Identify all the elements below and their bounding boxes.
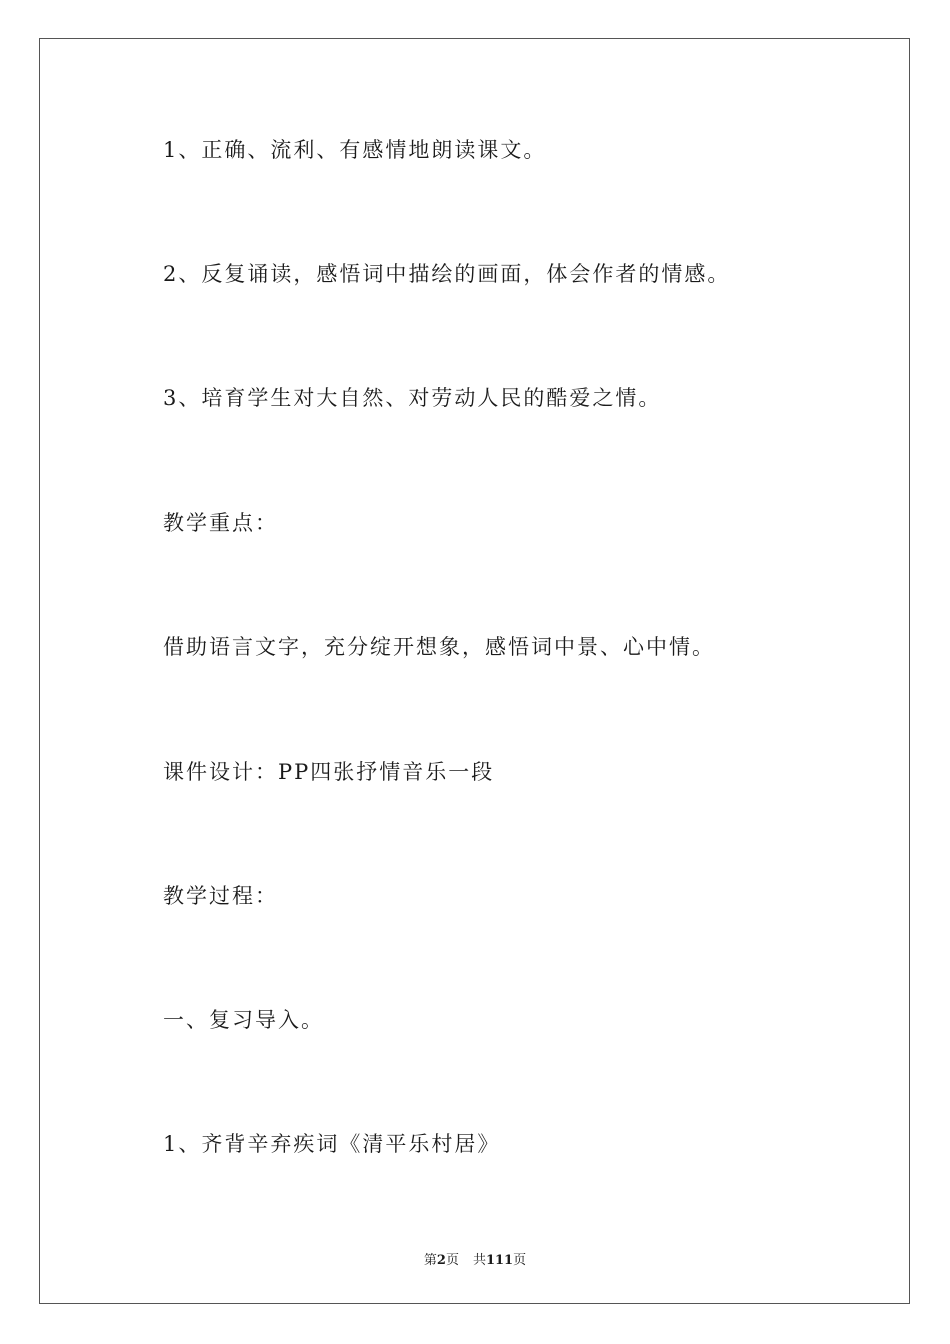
footer-total-suffix: 页 (513, 1253, 527, 1268)
footer-page-suffix: 页 (445, 1253, 459, 1268)
footer-page-prefix: 第 (423, 1253, 437, 1268)
heading-teaching-focus: 教学重点： (163, 511, 278, 535)
footer-total-pages: 111 (485, 1253, 514, 1268)
footer-total-prefix: 共 (472, 1253, 486, 1268)
heading-review-intro: 一、复习导入。 (163, 1008, 324, 1032)
paragraph-objective-2: 2、反复诵读，感悟词中描绘的画面，体会作者的情感。 (163, 262, 731, 286)
paragraph-courseware-design: 课件设计：PP四张抒情音乐一段 (163, 760, 495, 784)
paragraph-objective-1: 1、正确、流利、有感情地朗读课文。 (163, 138, 547, 162)
page-footer (0, 1249, 950, 1268)
paragraph-recite-poem: 1、齐背辛弃疾词《清平乐村居》 (163, 1132, 501, 1156)
paragraph-objective-3: 3、培育学生对大自然、对劳动人民的酷爱之情。 (163, 386, 662, 410)
paragraph-teaching-focus: 借助语言文字，充分绽开想象，感悟词中景、心中情。 (163, 635, 715, 659)
page-border (39, 38, 910, 1304)
footer-page-number: 2 (436, 1253, 446, 1268)
heading-teaching-process: 教学过程： (163, 884, 278, 908)
